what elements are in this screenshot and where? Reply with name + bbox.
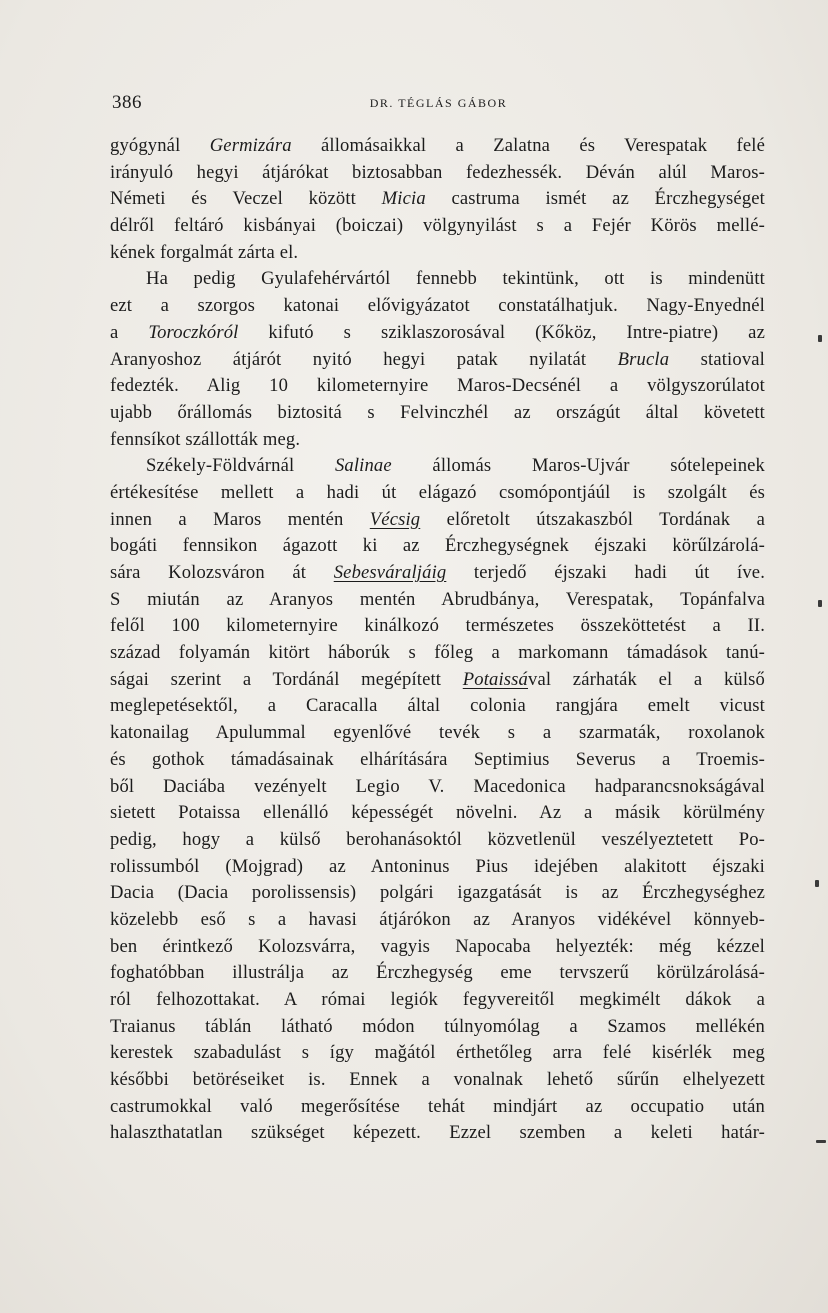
text-run: gyógynál [110,135,210,156]
text-line [110,747,765,774]
text-run: közelebb eső s a havasi átjárókon az Aranyos vidékével könnyeb- [110,908,765,930]
text-line [110,320,765,347]
italic-place-name: Brucla [617,348,670,370]
text-run: fedezték. Alig 10 kilometernyire Maros-Decsénél a völgyszorúlatot [110,375,765,397]
text-line [110,400,765,427]
text-run: sietett Potaissa ellenálló képességét növelni. Az a másik körülmény [110,802,765,824]
text-line [110,186,765,213]
text-line [110,854,765,881]
text-run: Traianus táblán látható módon túlnyomólag a Szamos mellékén [110,1015,765,1037]
text-line [110,507,765,534]
text-line [110,693,765,720]
text-run: innen a Maros mentén [110,508,370,530]
margin-mark [816,1140,826,1143]
text-run: század folyamán kitört háborúk s főleg a markomann támadások tanú- [110,642,765,664]
text-run: Dacia (Dacia porolissensis) polgári igazgatását is az Érczhegységhez [110,882,765,904]
text-line [110,533,765,560]
body-text [110,133,765,1147]
text-run: val zárhaták el a külső [528,668,766,690]
text-line [110,907,765,934]
text-line [110,1067,765,1094]
text-line [110,1094,765,1121]
text-run: Németi és Veczel között [110,188,382,210]
text-run: castrumokkal való megerősítése tehát mindjárt az occupatio után [110,1095,765,1117]
italic-place-name: Salinae [334,455,392,477]
text-line [110,1120,765,1147]
page-number: 386 [112,92,142,113]
text-run: terjedő éjszaki hadi út íve. [446,562,765,583]
italic-place-name: Vécsig [369,508,421,530]
italic-place-name: Potaissá [462,668,529,690]
text-run: fennsíkot szállották meg. [110,428,301,450]
text-run: délről feltáró kisbányai (boiczai) völgynyilást s a Fejér Körös mellé- [110,215,765,237]
text-run: ról felhozottakat. A római legiók fegyvereitől megkimélt dákok a [110,989,765,1010]
text-line [110,800,765,827]
text-run: értékesítése mellett a hadi út elágazó csomópontjáúl is szolgált és [110,481,765,503]
text-run: sára Kolozsváron át [110,562,334,583]
text-line [110,347,765,374]
text-run: statioval [669,348,765,370]
running-head: DR. TÉGLÁS GÁBOR [369,96,508,110]
text-run: ságai szerint a Tordánál megépített [110,668,463,690]
text-run: Aranyoshoz átjárót nyitó hegyi patak nyilatát [110,348,618,370]
text-line [110,587,765,614]
text-line [110,880,765,907]
text-line [110,667,765,694]
italic-place-name: Germizára [209,135,292,156]
margin-mark [815,880,819,887]
text-line [110,987,765,1014]
text-line [110,373,765,400]
text-run: irányuló hegyi átjárókat biztosabban fedezhessék. Déván alúl Maros- [110,161,765,183]
text-run: S miután az Aranyos mentén Abrudbánya, Verespatak, Topánfalva [110,588,765,610]
italic-place-name: Toroczkóról [148,321,239,343]
text-run: a [110,321,149,343]
text-run: ezt a szorgos katonai elővigyázatot constatálhatjuk. Nagy-Enyednél [110,295,765,317]
text-line [110,827,765,854]
margin-mark [818,335,822,342]
text-run: előretolt útszakaszból Tordának a [420,508,765,530]
text-run: állomásaikkal a Zalatna és Verespatak felé [291,135,766,156]
margin-mark [818,600,822,607]
text-line [110,640,765,667]
text-line [110,453,765,480]
text-line [110,934,765,961]
text-run: rolissumból (Mojgrad) az Antoninus Pius idejében alakitott éjszaki [110,855,765,877]
text-run: halaszthatatlan szükséget képezett. Ezzel szemben a keleti határ- [110,1122,765,1144]
text-line [110,427,765,454]
text-run: meglepetésektől, a Caracalla által colonia rangjára emelt vicust [110,695,765,717]
text-line [110,160,765,187]
page-header [112,92,765,118]
text-run: kerestek szabadulást s így maǧától érthetőleg arra felé kisérlék meg [110,1042,765,1064]
text-run: kének forgalmát zárta el. [110,241,299,263]
text-line [110,960,765,987]
text-run: Ha pedig Gyulafehérvártól fennebb tekintünk, ott is mindenütt [146,268,765,290]
text-line [110,266,765,293]
text-line [110,240,765,267]
text-run: pedig, hogy a külső berohanásoktól közvetlenül veszélyeztetett Po- [110,828,765,850]
text-run: katonailag Apulummal egyenlővé tevék s a szarmaták, roxolanok [110,722,765,744]
text-run: és gothok támadásainak elhárítására Septimius Severus a Troemis- [110,748,765,770]
text-line [110,1014,765,1041]
text-line [110,133,765,160]
text-run: későbbi betöréseiket is. Ennek a vonalnak lehető sűrűn elhelyezett [110,1069,765,1091]
text-line [110,774,765,801]
text-line [110,480,765,507]
text-line [110,293,765,320]
italic-place-name: Micia [381,188,426,210]
text-run: felől 100 kilometernyire kinálkozó természetes összeköttetést a II. [110,615,765,637]
text-run: kifutó s sziklaszorosával (Kőköz, Intre-piatre) az [238,321,765,343]
text-run: foghatóbban illustrálja az Érczhegység eme tervszerű körülzárolásá- [110,962,765,984]
text-run: ből Daciába vezényelt Legio V. Macedonica hadparancsnokságával [110,775,765,797]
text-line [110,613,765,640]
text-run: ben érintkező Kolozsvárra, vagyis Napocaba helyezték: még kézzel [110,935,765,957]
text-run: ujabb őrállomás biztositá s Felvinczhél az országút által követett [110,401,765,423]
italic-place-name: Sebesváraljáig [333,562,447,583]
text-line [110,560,765,587]
text-line [110,720,765,747]
text-run: bogáti fennsikon ágazott ki az Érczhegységnek éjszaki körűlzárolá- [110,535,765,557]
text-run: castruma ismét az Érczhegységet [425,188,766,210]
text-line [110,1040,765,1067]
text-run: állomás Maros-Ujvár sótelepeinek [391,455,765,477]
text-run: Székely-Földvárnál [146,455,335,477]
text-line [110,213,765,240]
